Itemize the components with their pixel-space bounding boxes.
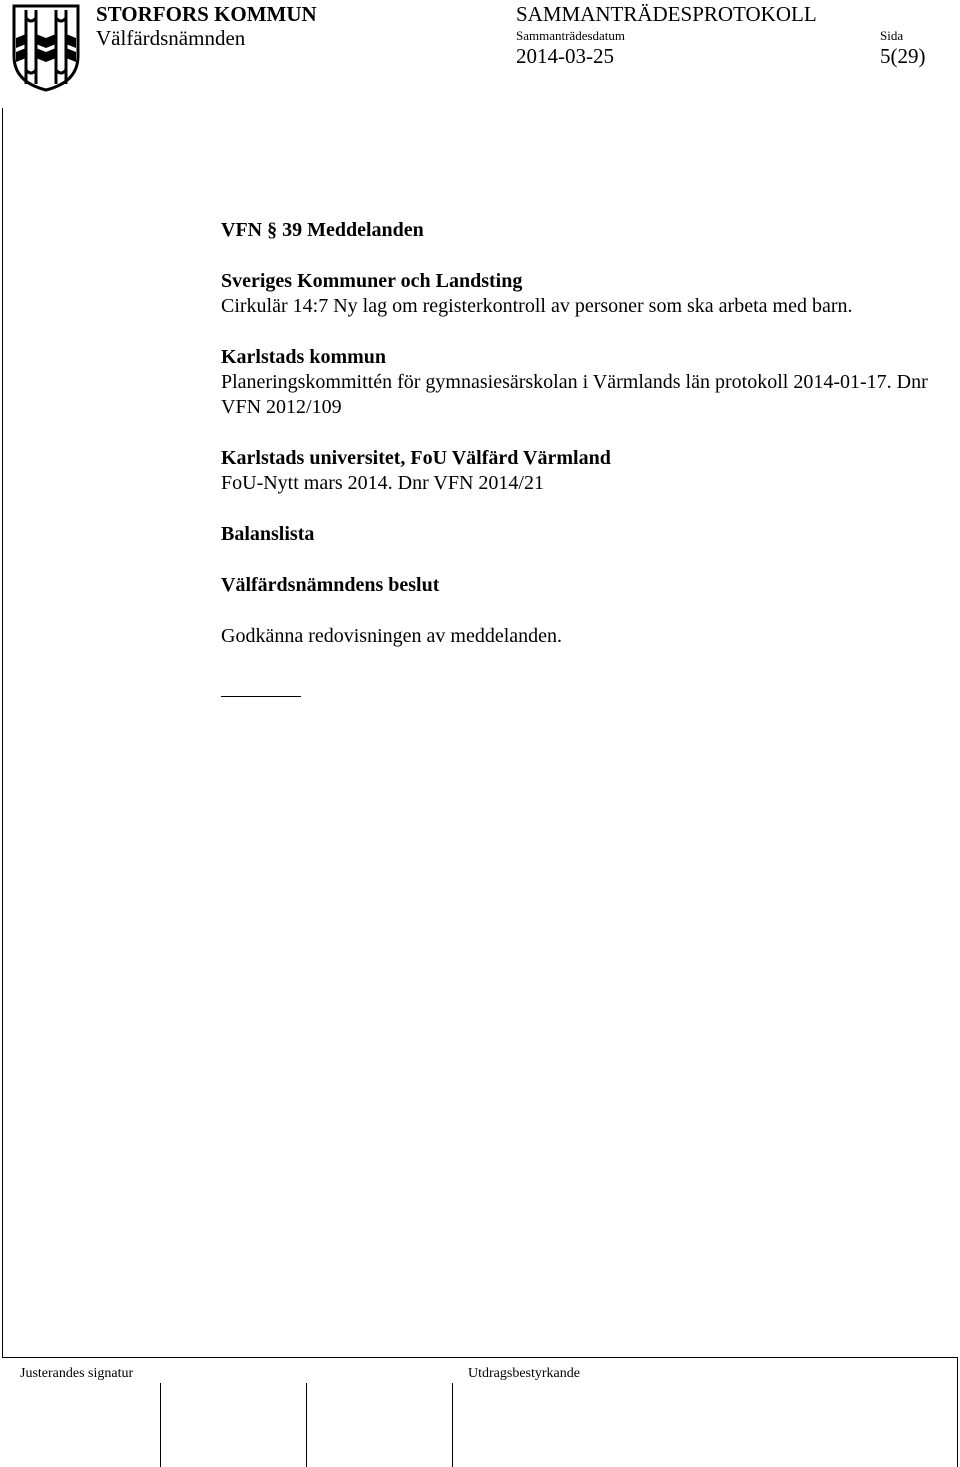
footer-signature-label: Justerandes signatur <box>20 1366 134 1381</box>
decision-heading: Välfärdsnämndens beslut <box>221 574 440 596</box>
document-body <box>221 218 941 649</box>
municipality-coat-of-arms-logo <box>10 4 82 92</box>
section-title: VFN § 39 Meddelanden <box>221 219 424 241</box>
organization-name: STORFORS KOMMUN <box>96 2 317 26</box>
message-item <box>221 269 941 319</box>
committee-name: Välfärdsnämnden <box>96 26 246 50</box>
page-number: 5(29) <box>880 44 926 68</box>
message-sender: Balanslista <box>221 523 315 545</box>
message-sender: Karlstads universitet, FoU Välfärd Värmland <box>221 447 611 469</box>
page-label: Sida <box>880 28 904 43</box>
signature-box-divider <box>452 1383 453 1467</box>
message-text: FoU-Nytt mars 2014. Dnr VFN 2014/21 <box>221 472 544 494</box>
signature-box-divider <box>306 1383 307 1467</box>
decision-text: Godkänna redovisningen av meddelanden. <box>221 625 563 647</box>
right-footer-rule <box>957 1357 958 1467</box>
footer-rule <box>2 1357 958 1358</box>
meeting-date: 2014-03-25 <box>516 44 614 68</box>
left-margin-rule <box>2 108 3 1358</box>
end-of-section-line <box>221 696 301 697</box>
message-sender: Sveriges Kommuner och Landsting <box>221 270 523 292</box>
signature-box-divider <box>160 1383 161 1467</box>
message-sender: Karlstads kommun <box>221 346 387 368</box>
decision-block <box>221 573 941 598</box>
message-item <box>221 446 941 496</box>
message-text: Planeringskommittén för gymnasiesärskolan i Värmlands län protokoll 2014-01-17. Dnr VFN 2012/109 <box>221 371 928 418</box>
footer-certification-label: Utdragsbestyrkande <box>468 1366 580 1381</box>
message-text: Cirkulär 14:7 Ny lag om registerkontroll av personer som ska arbeta med barn. <box>221 295 853 317</box>
message-item <box>221 345 941 420</box>
meeting-date-label: Sammanträdesdatum <box>516 28 626 43</box>
message-item <box>221 522 941 547</box>
document-type: SAMMANTRÄDESPROTOKOLL <box>516 2 817 26</box>
